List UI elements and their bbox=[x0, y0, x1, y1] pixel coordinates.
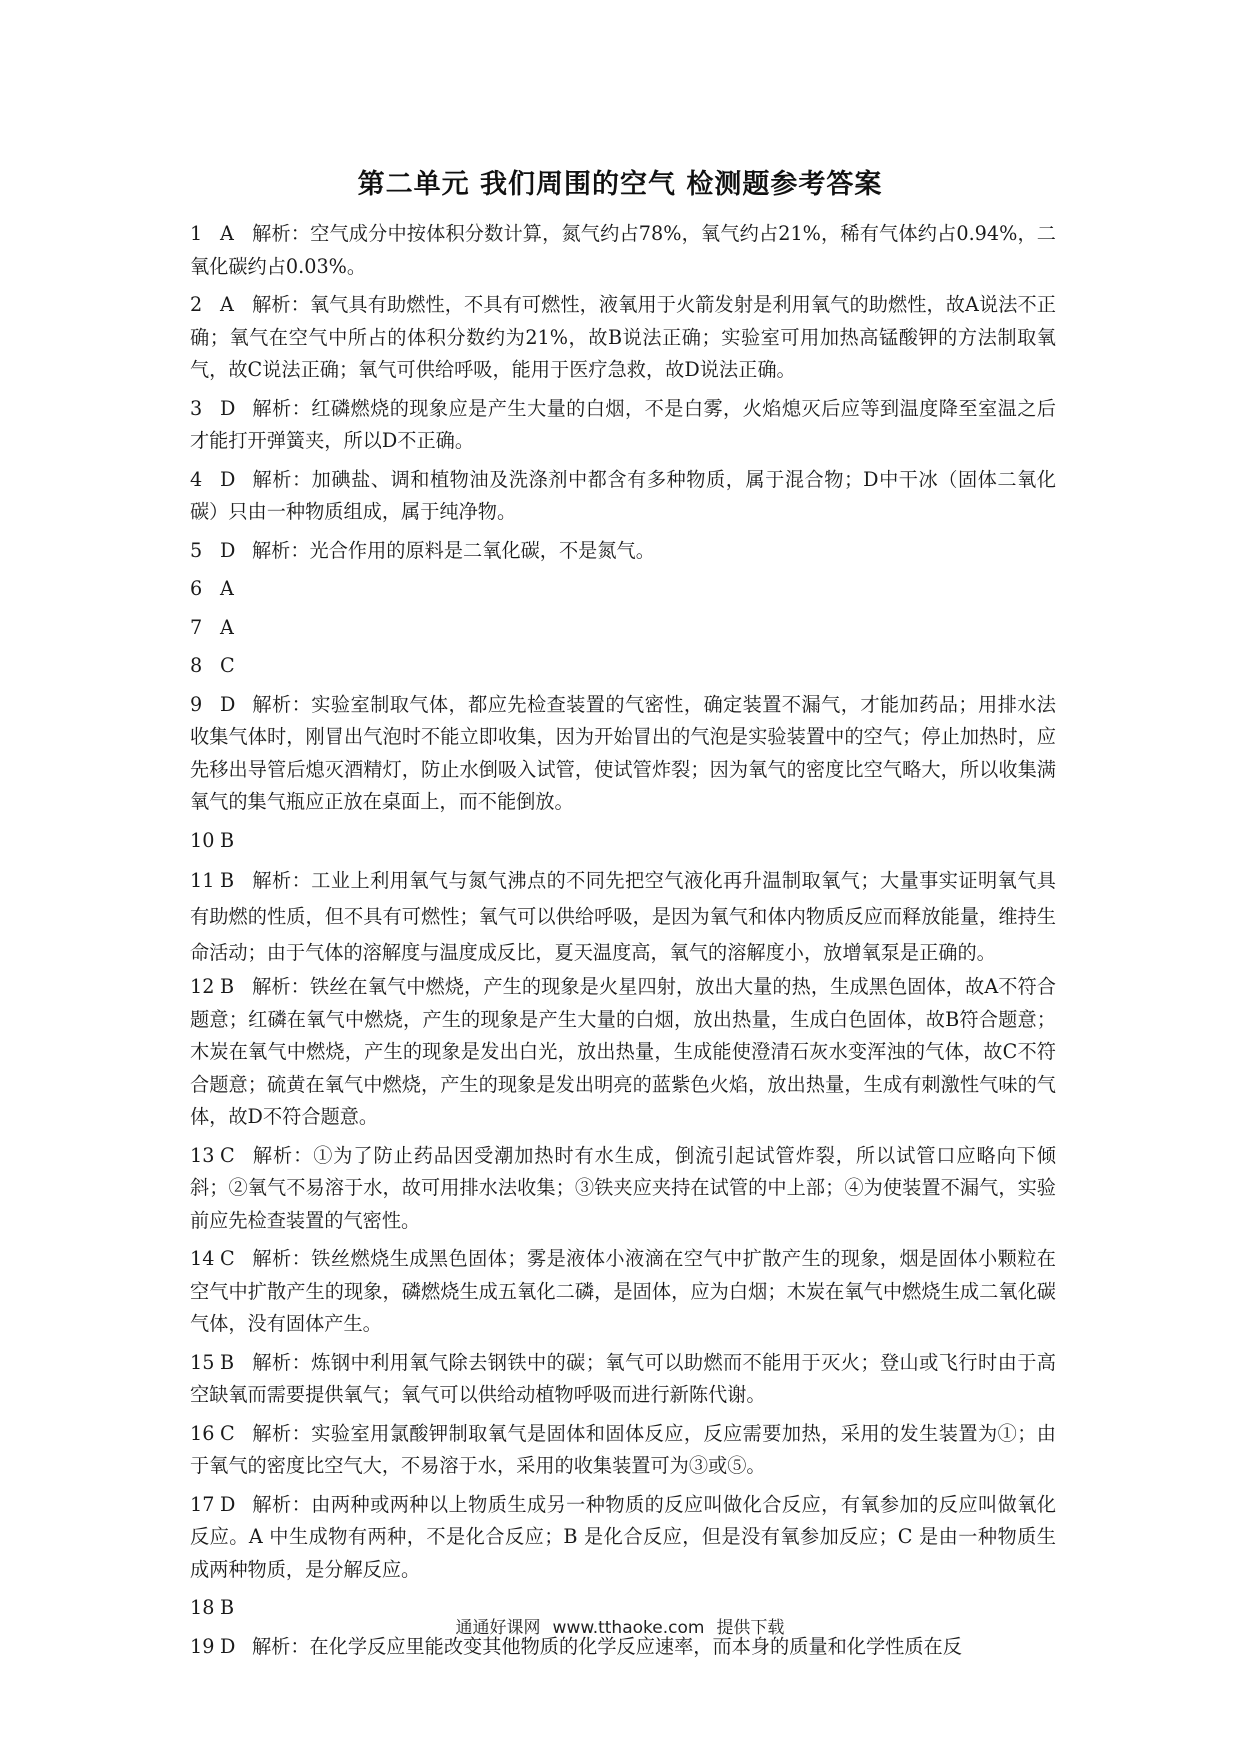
answer-number: 4 bbox=[190, 467, 203, 491]
answer-item-9 bbox=[190, 689, 1056, 819]
answer-number: 14 bbox=[190, 1247, 215, 1270]
answer-choice: D bbox=[220, 538, 236, 562]
answer-choice: C bbox=[220, 1247, 235, 1270]
answer-choice: A bbox=[220, 293, 234, 316]
answer-item-13 bbox=[190, 1140, 1056, 1238]
answer-explanation: 解析：由两种或两种以上物质生成另一种物质的反应叫做化合反应，有氧参加的反应叫做氧化反应。A 中生成物有两种，不是化合反应；B 是化合反应，但是没有氧参加反应；C 是由一种物质生成两种物质，是分解反应。 bbox=[190, 1492, 1056, 1581]
answer-number: 8 bbox=[190, 654, 203, 677]
answer-choice: B bbox=[220, 975, 235, 998]
answer-number: 7 bbox=[190, 615, 203, 639]
answer-choice: B bbox=[220, 869, 235, 892]
answer-item-2 bbox=[190, 289, 1056, 387]
page-title: 第二单元 我们周围的空气 检测题参考答案 bbox=[357, 169, 883, 200]
answer-explanation: 解析：铁丝在氧气中燃烧，产生的现象是火星四射，放出大量的热，生成黑色固体，故A不符合题意；红磷在氧气中燃烧，产生的现象是产生大量的白烟，放出热量，生成白色固体，故B符合题意；木炭在氧气中燃烧，产生的现象是发出白光，放出热量，生成能使澄清石灰水变浑浊的气体，故C不符合题意；硫黄在氧气中燃烧，产生的现象是发出明亮的蓝紫色火焰，放出热量，生成有刺激性气味的气体，故D不符合题意。 bbox=[190, 975, 1056, 1128]
answer-item-10 bbox=[190, 825, 1056, 858]
answer-choice: D bbox=[220, 1492, 236, 1516]
answer-item-17 bbox=[190, 1489, 1056, 1587]
answer-choice: A bbox=[220, 577, 234, 600]
answer-number: 9 bbox=[190, 692, 203, 716]
answer-number: 5 bbox=[190, 538, 203, 562]
answer-number: 15 bbox=[190, 1350, 215, 1374]
answer-explanation: 解析：加碘盐、调和植物油及洗涤剂中都含有多种物质，属于混合物；D中干冰（固体二氧化碳）只由一种物质组成，属于纯净物。 bbox=[190, 467, 1056, 523]
answer-item-12 bbox=[190, 971, 1056, 1134]
answer-number: 16 bbox=[190, 1421, 215, 1445]
answer-item-1 bbox=[190, 218, 1056, 283]
answer-number: 1 bbox=[190, 222, 203, 245]
answer-choice: A bbox=[220, 615, 234, 639]
footer-url: www.tthaoke.com bbox=[552, 1618, 705, 1638]
answer-choice: D bbox=[220, 467, 236, 491]
answer-item-16 bbox=[190, 1418, 1056, 1483]
answer-explanation: 解析：在化学反应里能改变其他物质的化学反应速率，而本身的质量和化学性质在反 bbox=[252, 1634, 962, 1658]
answer-choice: D bbox=[220, 396, 236, 420]
answer-item-4 bbox=[190, 464, 1056, 529]
answer-item-5 bbox=[190, 535, 1056, 568]
answer-choice: B bbox=[220, 1596, 235, 1619]
answer-item-3 bbox=[190, 393, 1056, 458]
answer-choice: B bbox=[220, 828, 235, 852]
answer-explanation: 解析：光合作用的原料是二氧化碳，不是氮气。 bbox=[252, 538, 655, 562]
footer-note: 提供下载 bbox=[716, 1618, 785, 1638]
answer-item-14 bbox=[190, 1243, 1056, 1341]
answer-item-11 bbox=[190, 863, 1056, 971]
answer-number: 19 bbox=[190, 1634, 215, 1658]
answer-choice: A bbox=[220, 222, 234, 245]
answer-number: 3 bbox=[190, 396, 203, 420]
answer-item-7 bbox=[190, 612, 1056, 645]
answer-item-8 bbox=[190, 650, 1056, 683]
answer-choice: D bbox=[220, 1634, 236, 1658]
footer-site-name: 通通好课网 bbox=[455, 1618, 541, 1638]
answer-choice: B bbox=[220, 1350, 235, 1374]
answer-number: 18 bbox=[190, 1596, 215, 1619]
answer-choice: C bbox=[220, 654, 235, 677]
answer-explanation: 解析：①为了防止药品因受潮加热时有水生成，倒流引起试管炸裂，所以试管口应略向下倾斜；②氧气不易溶于水，故可用排水法收集；③铁夹应夹持在试管的中上部；④为使装置不漏气，实验前应先检查装置的气密性。 bbox=[190, 1143, 1056, 1232]
answer-number: 6 bbox=[190, 577, 203, 600]
answer-list bbox=[190, 218, 1056, 1663]
answer-explanation: 解析：炼钢中利用氧气除去钢铁中的碳；氧气可以助燃而不能用于灭火；登山或飞行时由于高空缺氧而需要提供氧气；氧气可以供给动植物呼吸而进行新陈代谢。 bbox=[190, 1350, 1056, 1406]
answer-number: 11 bbox=[190, 869, 215, 892]
answer-number: 13 bbox=[190, 1143, 215, 1167]
answer-choice: C bbox=[220, 1143, 235, 1167]
answer-item-15 bbox=[190, 1347, 1056, 1412]
page-footer bbox=[0, 1613, 1240, 1638]
answer-number: 17 bbox=[190, 1492, 215, 1516]
answer-explanation: 解析：实验室制取气体，都应先检查装置的气密性，确定装置不漏气，才能加药品；用排水法收集气体时，刚冒出气泡时不能立即收集，因为开始冒出的气泡是实验装置中的空气；停止加热时，应先移出导管后熄灭酒精灯，防止水倒吸入试管，使试管炸裂；因为氧气的密度比空气略大，所以收集满氧气的集气瓶应正放在桌面上，而不能倒放。 bbox=[190, 692, 1056, 813]
answer-number: 10 bbox=[190, 828, 215, 852]
answer-number: 12 bbox=[190, 975, 215, 998]
answer-explanation: 解析：实验室用氯酸钾制取氧气是固体和固体反应，反应需要加热，采用的发生装置为①；由于氧气的密度比空气大，不易溶于水，采用的收集装置可为③或⑤。 bbox=[190, 1421, 1056, 1477]
answer-number: 2 bbox=[190, 293, 203, 316]
answer-choice: D bbox=[220, 692, 236, 716]
answer-explanation: 解析：空气成分中按体积分数计算，氮气约占78%，氧气约占21%，稀有气体约占0.94%，二氧化碳约占0.03%。 bbox=[190, 222, 1056, 278]
answer-explanation: 解析：氧气具有助燃性，不具有可燃性，液氧用于火箭发射是利用氧气的助燃性，故A说法不正确；氧气在空气中所占的体积分数约为21%，故B说法正确；实验室可用加热高锰酸钾的方法制取氧气，故C说法正确；氧气可供给呼吸，能用于医疗急救，故D说法正确。 bbox=[190, 293, 1056, 381]
answer-choice: C bbox=[220, 1421, 235, 1445]
answer-explanation: 解析：工业上利用氧气与氮气沸点的不同先把空气液化再升温制取氧气；大量事实证明氧气具有助燃的性质，但不具有可燃性；氧气可以供给呼吸，是因为氧气和体内物质反应而释放能量，维持生命活动；由于气体的溶解度与温度成反比，夏天温度高，氧气的溶解度小，放增氧泵是正确的。 bbox=[190, 869, 1056, 964]
answer-explanation: 解析：铁丝燃烧生成黑色固体；雾是液体小液滴在空气中扩散产生的现象，烟是固体小颗粒在空气中扩散产生的现象，磷燃烧生成五氧化二磷，是固体，应为白烟；木炭在氧气中燃烧生成二氧化碳气体，没有固体产生。 bbox=[190, 1247, 1056, 1335]
answer-item-6 bbox=[190, 573, 1056, 606]
answer-explanation: 解析：红磷燃烧的现象应是产生大量的白烟，不是白雾，火焰熄灭后应等到温度降至室温之后才能打开弹簧夹，所以D不正确。 bbox=[190, 396, 1056, 452]
